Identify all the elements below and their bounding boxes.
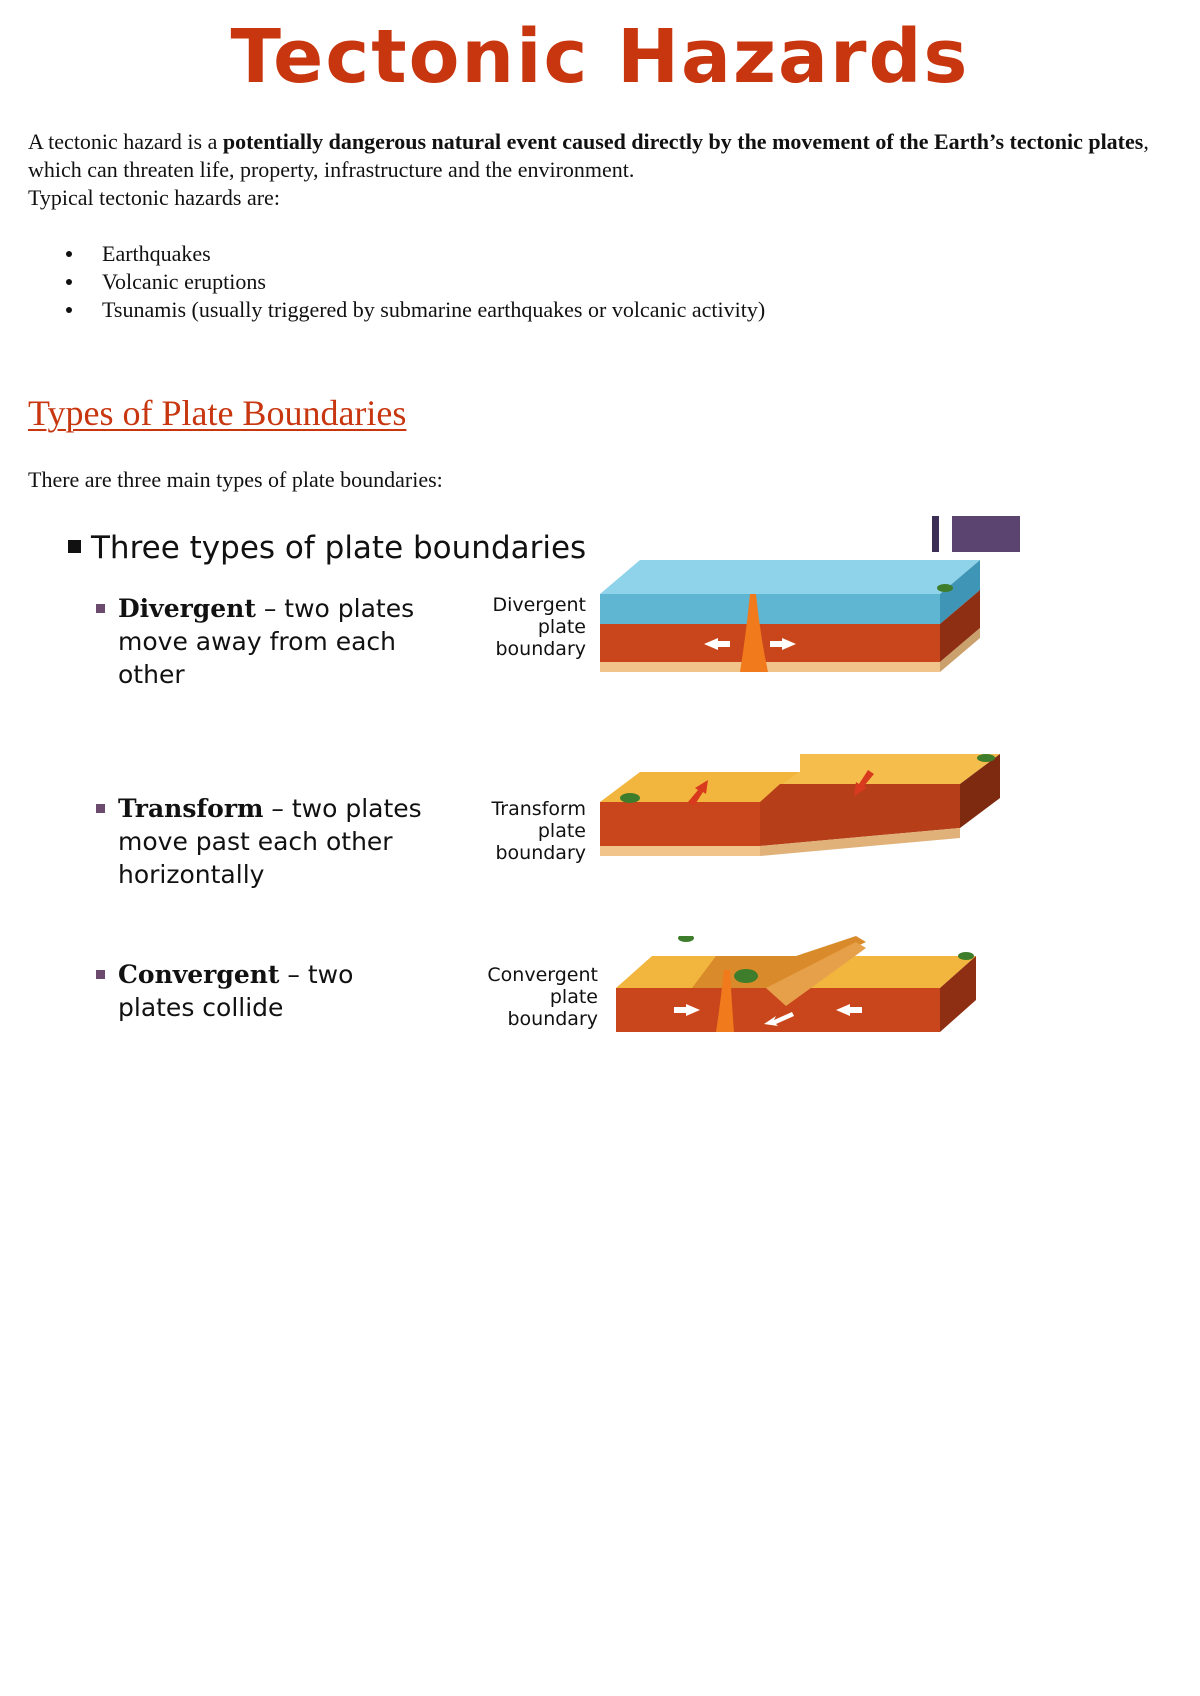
list-item: Earthquakes xyxy=(62,240,765,268)
label-line: Transform xyxy=(491,798,586,820)
square-bullet-icon xyxy=(68,540,81,553)
intro-text: A tectonic hazard is a xyxy=(28,129,223,154)
divergent-diagram xyxy=(600,554,980,714)
divergent-label xyxy=(436,594,586,660)
section-lead: There are three main types of plate boundaries: xyxy=(28,467,443,492)
figure-corner-box xyxy=(952,516,1020,552)
boundary-desc: – two plates collide xyxy=(118,960,354,1022)
intro-definition: potentially dangerous natural event caused directly by the movement of the Earth’s tectonic plates xyxy=(222,129,1144,154)
convergent-description xyxy=(96,958,436,1024)
bullet-icon xyxy=(96,804,105,813)
label-line: Divergent xyxy=(492,594,586,616)
convergent-label xyxy=(448,964,598,1030)
label-line: plate xyxy=(549,986,598,1008)
boundary-desc: – two plates move away from each other xyxy=(118,594,415,689)
crust-base xyxy=(600,846,760,856)
list-item: Tsunamis (usually triggered by submarine earthquakes or volcanic activity) xyxy=(62,296,765,324)
label-line: plate xyxy=(537,616,586,638)
vegetation-icon xyxy=(977,754,995,762)
transform-description xyxy=(96,792,436,891)
label-line: boundary xyxy=(507,1008,598,1030)
vegetation-icon xyxy=(734,969,758,983)
vegetation-icon xyxy=(620,793,640,803)
intro-typical: Typical tectonic hazards are: xyxy=(28,185,280,210)
label-line: plate xyxy=(537,820,586,842)
figure-heading-text: Three types of plate boundaries xyxy=(91,530,587,566)
intro-paragraph xyxy=(28,128,1178,212)
intro-text-rest: , which can threaten life, property, infrastructure and the environment. xyxy=(28,129,1149,182)
crust-base xyxy=(600,662,940,672)
figure-corner-bar xyxy=(932,516,939,552)
bullet-icon xyxy=(96,604,105,613)
vegetation-icon xyxy=(937,584,953,592)
list-item: Volcanic eruptions xyxy=(62,268,765,296)
label-line: Convergent xyxy=(487,964,598,986)
label-line: boundary xyxy=(495,842,586,864)
ocean-front xyxy=(600,594,940,624)
figure-heading xyxy=(68,530,586,566)
divergent-description xyxy=(96,592,436,691)
convergent-diagram xyxy=(616,936,1000,1056)
transform-diagram xyxy=(600,750,1000,900)
boundary-name: Convergent xyxy=(118,960,280,989)
boundary-desc: – two plates move past each other horizontally xyxy=(118,794,422,889)
plate-left-front xyxy=(600,802,760,846)
hazard-list xyxy=(62,240,765,324)
page-title: Tectonic Hazards xyxy=(230,14,970,100)
label-line: boundary xyxy=(495,638,586,660)
vegetation-icon xyxy=(958,952,974,960)
transform-label xyxy=(436,798,586,864)
vegetation-icon xyxy=(678,936,694,942)
boundary-name: Divergent xyxy=(118,594,256,623)
plate-boundaries-figure xyxy=(60,516,1040,1056)
ocean-surface xyxy=(600,560,980,594)
section-heading: Types of Plate Boundaries xyxy=(28,393,407,433)
boundary-name: Transform xyxy=(118,794,264,823)
bullet-icon xyxy=(96,970,105,979)
